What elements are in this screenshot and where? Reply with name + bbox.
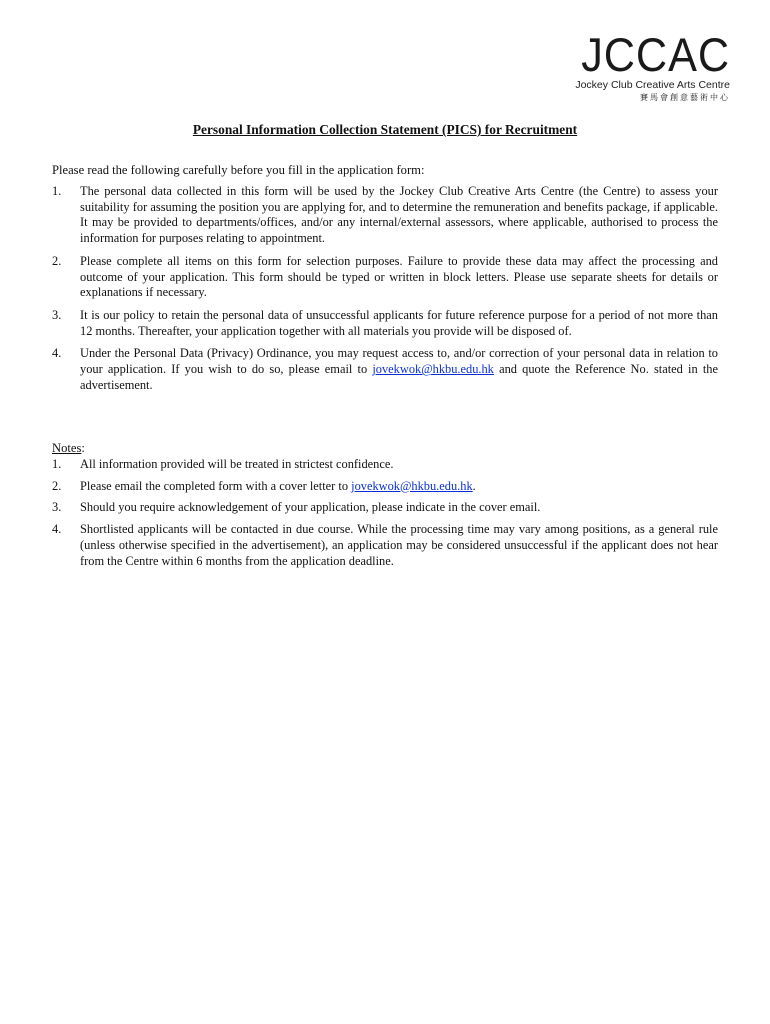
item-number: 2. <box>52 478 62 493</box>
email-link[interactable]: jovekwok@hkbu.edu.hk <box>351 478 473 493</box>
item-text-before: Please email the completed form with a cover letter to <box>80 478 352 493</box>
item-text-after: and quote the Reference No. stated in the advertisement. <box>80 362 718 392</box>
item-number: 4. <box>52 522 62 537</box>
statement-list <box>52 184 718 400</box>
notes-colon: : <box>81 441 85 455</box>
item-text: The personal data collected in this form will be used by the Jockey Club Creative Arts Centre (the Centre) to assess your suitability for assuming the position you are applying for, and to determine the remuneration and benefits package, if applicable. It may be provided to departments/offices, and/or any internal/external assessors, where applicable, authorised to process the information for purposes relating to appointment. <box>80 184 718 246</box>
list-item <box>52 308 718 339</box>
jccac-logo <box>568 28 730 103</box>
list-item <box>52 346 718 393</box>
item-number: 1. <box>52 457 62 471</box>
notes-heading <box>52 441 85 456</box>
list-item <box>52 184 718 247</box>
logo-chinese-name: 賽馬會創意藝術中心 <box>640 93 730 102</box>
item-number: 3. <box>52 307 62 322</box>
notes-heading-label: Notes <box>52 441 82 455</box>
item-number: 3. <box>52 500 62 515</box>
item-text-before: Under the Personal Data (Privacy) Ordinance, you may request access to, and/or correction of your personal data in relation to your application. If you wish to do so, please email to <box>80 346 718 377</box>
item-text: Should you require acknowledgement of your application, please indicate in the cover email. <box>80 500 541 515</box>
logo-mark: JCCAC <box>581 28 730 81</box>
email-link[interactable]: jovekwok@hkbu.edu.hk <box>372 362 494 377</box>
item-number: 4. <box>52 346 62 361</box>
list-item <box>52 254 718 301</box>
item-text-after: . <box>472 478 476 493</box>
notes-list <box>52 457 718 575</box>
page-title: Personal Information Collection Statement (PICS) for Recruitment <box>192 122 578 137</box>
list-item <box>52 457 718 473</box>
item-text <box>80 479 718 495</box>
logo-english-name: Jockey Club Creative Arts Centre <box>575 79 730 91</box>
list-item <box>52 522 718 569</box>
item-text: Please complete all items on this form for selection purposes. Failure to provide these data may affect the processing and outcome of your application. This form should be typed or written in block letters. Please use separate sheets for details or explanations if necessary. <box>80 253 718 300</box>
list-item <box>52 500 718 516</box>
item-text <box>80 346 718 393</box>
intro-text: Please read the following carefully before you fill in the application form: <box>52 163 425 177</box>
item-text: Shortlisted applicants will be contacted in due course. While the processing time may vary among positions, as a general rule (unless otherwise specified in the advertisement), an application may be considered unsuccessful if the applicant does not hear from the Centre within 6 months from the application deadline. <box>80 522 718 568</box>
item-text: It is our policy to retain the personal data of unsuccessful applicants for future reference purpose for a period of not more than 12 months. Thereafter, your application together with all materials you provide will be disposed of. <box>80 307 718 338</box>
item-text: All information provided will be treated in strictest confidence. <box>80 457 394 471</box>
list-item <box>52 479 718 495</box>
item-number: 1. <box>52 184 62 198</box>
item-number: 2. <box>52 253 62 268</box>
